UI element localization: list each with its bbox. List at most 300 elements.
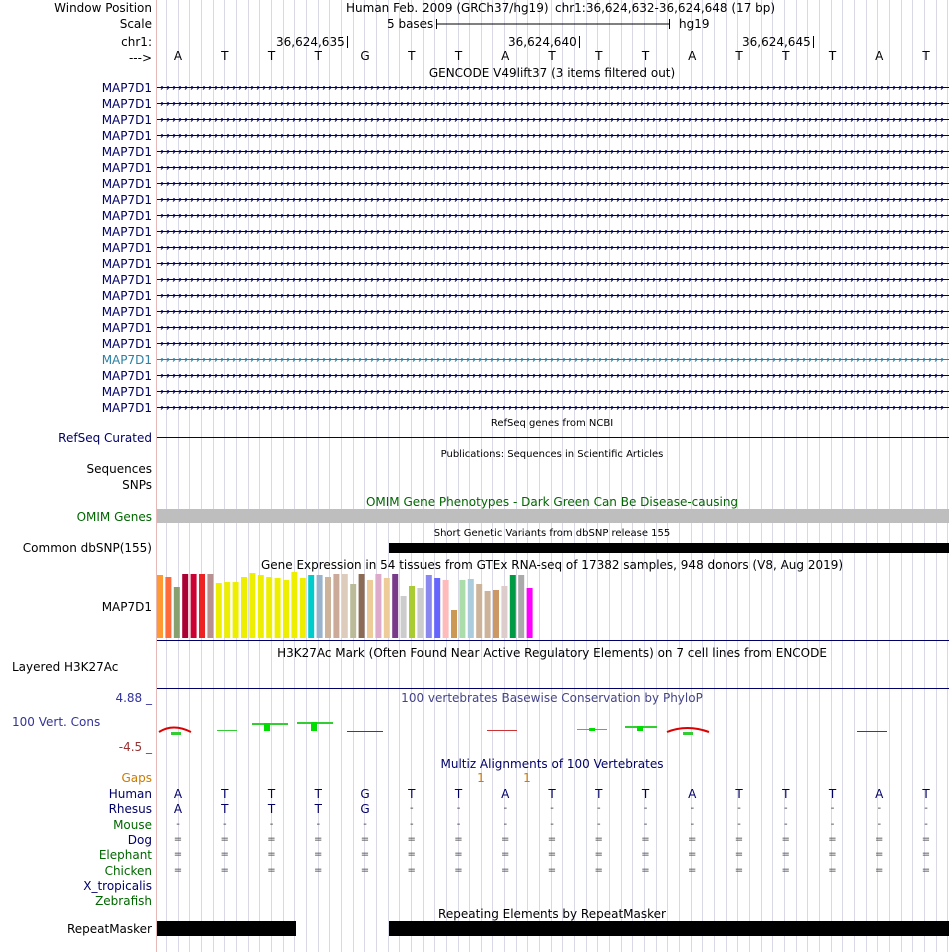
gtex-gene-label[interactable]: MAP7D1 [101,600,152,614]
species-label[interactable]: Zebrafish [95,894,152,909]
grid-line [761,0,762,952]
aligned-base: T [221,802,229,817]
gencode-item-label[interactable]: MAP7D1 [101,225,152,239]
gtex-tissue-bar[interactable] [275,578,281,638]
gtex-tissue-bar[interactable] [417,588,423,638]
gencode-item-label[interactable]: MAP7D1 [101,161,152,175]
aligned-base: = [454,864,463,876]
gencode-item-label[interactable]: MAP7D1 [101,337,152,351]
gtex-tissue-bar[interactable] [443,580,449,638]
aligned-base: = [267,864,276,876]
grid-line [632,0,633,952]
aligned-base: - [550,818,554,830]
aligned-base: T [782,787,790,801]
aligned-base: = [921,864,931,876]
gencode-gene-arrows[interactable] [157,278,949,281]
gencode-item-label[interactable]: MAP7D1 [101,257,152,271]
gtex-separator [157,640,949,641]
grid-line [236,0,237,952]
species-label[interactable]: Human [108,787,152,801]
grid-line [329,0,330,952]
reference-base: G [360,49,370,63]
gtex-tissue-bar[interactable] [468,579,474,638]
aligned-base: A [875,787,884,801]
gtex-tissue-bar[interactable] [241,577,247,638]
gtex-tissue-bar[interactable] [199,574,205,638]
reference-base: T [221,49,229,63]
gtex-tissue-bar[interactable] [283,580,289,638]
species-label[interactable]: Rhesus [108,802,152,817]
grid-line [516,0,517,952]
gencode-gene-arrows[interactable] [157,118,949,121]
strand-arrows [157,118,949,122]
grid-line [586,0,587,952]
gencode-gene-arrows[interactable] [157,230,949,233]
gencode-gene-arrows[interactable] [157,182,949,185]
gtex-tissue-bar[interactable] [409,586,415,638]
aligned-base: - [503,803,508,815]
omim-genes-label[interactable]: OMIM Genes [76,510,152,524]
gencode-item-label[interactable]: MAP7D1 [101,81,152,95]
reference-base: T [828,49,837,63]
reference-base: T [922,49,930,63]
aligned-base: - [176,818,180,830]
gtex-tissue-bar[interactable] [485,591,491,638]
strand-arrows [157,86,949,90]
reference-base: T [314,49,322,63]
aligned-base: = [875,864,884,876]
strand-arrows [157,342,949,346]
aligned-base: = [501,864,510,876]
aligned-base: T [314,802,322,817]
gencode-gene-arrows[interactable] [157,166,949,169]
tick-1: 36,624,635 [276,35,348,49]
repeat-element-1[interactable] [157,921,296,936]
omim-gene-bar[interactable] [157,509,949,523]
gencode-gene-arrows[interactable] [157,134,949,137]
aligned-base: - [596,818,601,830]
tick-3: 36,624,645 [742,35,814,49]
aligned-base: - [690,803,695,815]
grid-line [248,0,249,952]
gencode-gene-arrows[interactable] [157,406,949,409]
gencode-gene-arrows[interactable] [157,342,949,345]
aligned-base: = [875,833,884,845]
aligned-base: = [407,849,416,861]
gtex-tissue-bar[interactable] [527,588,533,638]
strand-arrows [157,278,949,282]
aligned-base: = [314,864,323,876]
grid-line [609,0,610,952]
aligned-base: T [641,787,650,801]
gtex-tissue-bar[interactable] [426,575,432,638]
aligned-base: = [734,864,744,876]
position-text: chr1:36,624,632-36,624,648 (17 bp) [555,1,776,15]
grid-line [283,0,284,952]
aligned-base: G [360,787,370,801]
aligned-base: - [830,818,835,830]
gtex-tissue-bar[interactable] [342,574,348,638]
gtex-tissue-bar[interactable] [459,580,465,638]
gtex-tissue-bar[interactable] [375,574,381,638]
aligned-base: - [737,803,741,815]
grid-line [947,0,948,952]
aligned-base: - [222,818,227,830]
gencode-gene-arrows[interactable] [157,358,949,361]
gencode-item-label[interactable]: MAP7D1 [101,129,152,143]
assembly-text: Human Feb. 2009 (GRCh37/hg19) [346,1,549,15]
gencode-item-label[interactable]: MAP7D1 [101,385,152,399]
reference-base: T [735,49,743,63]
sequences-label[interactable]: Sequences [86,462,152,476]
phylop-signal[interactable] [157,718,949,742]
aligned-base: - [503,818,508,830]
dbsnp-label[interactable]: Common dbSNP(155) [22,541,152,555]
grid-line [166,0,167,952]
grid-line [341,0,342,952]
grid-line [749,0,750,952]
aligned-base: = [594,849,603,861]
phylop-track-title: 100 vertebrates Basewise Conservation by PhyloP [401,691,703,705]
species-label[interactable]: Mouse [113,817,152,832]
gtex-tissue-bar[interactable] [350,584,356,638]
aligned-base: - [316,818,321,830]
aligned-base: = [781,833,790,845]
gencode-item-label[interactable]: MAP7D1 [101,273,152,287]
aligned-base: T [595,787,603,801]
track-labels-panel [0,0,157,952]
gtex-tissue-bar[interactable] [266,577,272,638]
aligned-base: = [828,864,837,876]
strand-arrows [157,166,949,170]
gencode-gene-arrows[interactable] [157,150,949,153]
aligned-base: = [173,849,183,861]
gtex-track-title: Gene Expression in 54 tissues from GTEx RNA-seq of 17382 samples, 948 donors (V8, Aug 2019) [260,558,844,572]
gtex-tissue-bar[interactable] [333,574,339,638]
gtex-tissue-bar[interactable] [434,578,440,638]
aligned-base: = [314,833,323,845]
gtex-tissue-bar[interactable] [191,574,197,638]
aligned-base: = [267,849,276,861]
aligned-base: - [643,818,648,830]
aligned-base: = [360,849,370,861]
grid-line [667,0,668,952]
gtex-tissue-bar[interactable] [174,587,180,638]
gtex-tissue-bar[interactable] [392,574,398,638]
gtex-tissue-bar[interactable] [157,575,163,638]
grid-line [574,0,575,952]
strand-arrows [157,246,949,250]
grid-line [189,0,190,952]
h3k27ac-track-title: H3K27Ac Mark (Often Found Near Active Regulatory Elements) on 7 cell lines from ENCODE [277,646,827,660]
strand-arrows [157,182,949,186]
grid-line [259,0,260,952]
grid-line [702,0,703,952]
grid-line [213,0,214,952]
grid-line [901,0,902,952]
aligned-base: G [360,802,370,817]
strand-arrows [157,310,949,314]
aligned-base: - [363,818,367,830]
gencode-item-label[interactable]: MAP7D1 [101,401,152,415]
gtex-tissue-bar[interactable] [451,610,457,638]
gap-mark-1: 1 [477,771,485,785]
grid-line [306,0,307,952]
gtex-tissue-bar[interactable] [224,582,230,638]
grid-line [539,0,540,952]
aligned-base: = [688,849,697,861]
aligned-base: = [781,849,790,861]
strand-arrows [157,102,949,106]
gencode-gene-arrows[interactable] [157,374,949,377]
grid-line [819,0,820,952]
strand-arrows [157,294,949,298]
aligned-base: = [641,864,650,876]
grid-line [469,0,470,952]
aligned-base: - [877,803,882,815]
h3k27ac-label[interactable]: Layered H3K27Ac [12,660,119,674]
gtex-tissue-bar[interactable] [510,575,516,638]
repeatmasker-label[interactable]: RepeatMasker [66,922,152,936]
strand-arrows [157,262,949,266]
aligned-base: - [409,818,414,830]
tick-2: 36,624,640 [508,35,580,49]
grid-line [353,0,354,952]
aligned-base: = [501,849,510,861]
strand-label: ---> [128,51,152,65]
aligned-base: = [734,849,744,861]
species-label[interactable]: Elephant [98,848,152,863]
gtex-tissue-bar[interactable] [291,572,297,638]
aligned-base: = [594,833,603,845]
aligned-base: T [221,787,229,801]
gtex-tissue-bar[interactable] [493,590,499,638]
gencode-gene-arrows[interactable] [157,262,949,265]
gtex-tissue-bar[interactable] [300,578,306,638]
gtex-tissue-bar[interactable] [501,586,507,638]
gencode-gene-arrows[interactable] [157,310,949,313]
gtex-tissue-bar[interactable] [165,577,171,638]
aligned-base: - [783,818,788,830]
repeat-element-2[interactable] [389,921,949,936]
aligned-base: T [828,787,837,801]
species-label[interactable]: Chicken [104,863,152,878]
aligned-base: T [408,787,416,801]
gtex-tissue-bar[interactable] [401,596,407,638]
aligned-base: = [360,864,370,876]
aligned-base: - [877,818,882,830]
aligned-base: - [550,803,554,815]
aligned-base: A [173,787,183,801]
gtex-tissue-bar[interactable] [233,582,239,638]
grid-line [446,0,447,952]
gencode-item-label[interactable]: MAP7D1 [101,305,152,319]
aligned-base: = [454,849,463,861]
grid-line [866,0,867,952]
gencode-gene-arrows[interactable] [157,294,949,297]
strand-arrows [157,230,949,234]
aligned-base: - [924,818,928,830]
gtex-tissue-bar[interactable] [325,577,331,638]
gtex-tissue-bar[interactable] [367,580,373,638]
aligned-base: T [267,787,276,801]
gencode-item-label[interactable]: MAP7D1 [101,209,152,223]
reference-base: T [595,49,603,63]
aligned-base: = [921,833,931,845]
gencode-item-label[interactable]: MAP7D1 [101,369,152,383]
gencode-item-label[interactable]: MAP7D1 [101,321,152,335]
gtex-tissue-bar[interactable] [258,575,264,638]
aligned-base: A [688,787,697,801]
aligned-base: - [737,818,741,830]
aligned-base: - [409,803,414,815]
grid-line [434,0,435,952]
aligned-base: = [501,833,510,845]
gencode-item-label[interactable]: MAP7D1 [101,353,152,367]
aligned-base: T [454,787,463,801]
gencode-item-label[interactable]: MAP7D1 [101,113,152,127]
reference-base: T [267,49,276,63]
gencode-gene-arrows[interactable] [157,246,949,249]
gtex-tissue-bar[interactable] [207,574,213,638]
dbsnp-track-title: Short Genetic Variants from dbSNP release 155 [433,528,671,539]
snps-label[interactable]: SNPs [122,478,152,492]
aligned-base: - [456,803,461,815]
grid-line [679,0,680,952]
aligned-base: = [688,864,697,876]
grid-line [492,0,493,952]
gencode-gene-arrows[interactable] [157,326,949,329]
aligned-base: = [454,833,463,845]
gencode-item-label[interactable]: MAP7D1 [101,177,152,191]
species-label[interactable]: Dog [127,832,152,847]
reference-base: T [548,49,556,63]
aligned-base: - [690,818,695,830]
publications-track-title: Publications: Sequences in Scientific Articles [440,449,664,460]
strand-arrows [157,326,949,330]
gencode-item-label[interactable]: MAP7D1 [101,193,152,207]
phylop-max-label: 4.88 _ [115,691,152,705]
reference-base: T [641,49,650,63]
gencode-item-label[interactable]: MAP7D1 [101,289,152,303]
aligned-base: = [407,864,416,876]
aligned-base: = [734,833,744,845]
strand-arrows [157,214,949,218]
dbsnp-variant-bar[interactable] [389,543,949,553]
grid-line [527,0,528,952]
strand-arrows [157,390,949,394]
species-label[interactable]: X_tropicalis [83,878,152,893]
reference-base: T [454,49,463,63]
gtex-tissue-bar[interactable] [216,583,222,638]
grid-line [388,0,389,952]
h3k27ac-baseline [157,688,949,689]
aligned-base: - [830,803,835,815]
multiz-track-title: Multiz Alignments of 100 Vertebrates [440,757,664,771]
aligned-base: = [220,864,229,876]
aligned-base: = [688,833,697,845]
gencode-gene-arrows[interactable] [157,198,949,201]
gtex-tissue-bar[interactable] [518,575,524,638]
gencode-item-label[interactable]: MAP7D1 [101,145,152,159]
aligned-base: = [781,864,790,876]
grid-line [714,0,715,952]
grid-line [423,0,424,952]
phylop-min-label: -4.5 _ [118,740,152,754]
aligned-base: = [828,833,837,845]
grid-line [772,0,773,952]
aligned-base: = [407,833,416,845]
aligned-base: - [269,818,274,830]
gaps-label: Gaps [121,771,152,785]
gencode-item-label[interactable]: MAP7D1 [101,97,152,111]
gencode-gene-arrows[interactable] [157,102,949,105]
gtex-tissue-bar[interactable] [182,574,188,638]
omim-track-title: OMIM Gene Phenotypes - Dark Green Can Be Disease-causing [365,495,739,509]
aligned-base: = [267,833,276,845]
aligned-base: = [921,849,931,861]
reference-base: A [501,49,510,63]
refseq-gene-line[interactable] [157,437,949,438]
reference-base: T [782,49,790,63]
scale-bar [436,17,672,31]
aligned-base: = [641,849,650,861]
grid-line [854,0,855,952]
grid-line [796,0,797,952]
strand-arrows [157,150,949,154]
strand-arrows [157,406,949,410]
aligned-base: A [173,802,183,817]
aligned-base: T [735,787,743,801]
reference-base: A [688,49,697,63]
aligned-base: - [456,818,461,830]
aligned-base: = [547,864,557,876]
grid-line [562,0,563,952]
gencode-gene-arrows[interactable] [157,214,949,217]
strand-arrows [157,198,949,202]
gtex-bar-chart[interactable] [157,572,557,640]
reference-base: T [408,49,416,63]
gtex-tissue-bar[interactable] [476,584,482,638]
aligned-base: = [828,849,837,861]
reference-base: A [875,49,884,63]
scale-label: Scale [119,17,152,31]
repeatmasker-track-title: Repeating Elements by RepeatMasker [438,907,666,921]
db-text: hg19 [679,17,710,31]
aligned-base: - [643,803,648,815]
grid-line [294,0,295,952]
gtex-tissue-bar[interactable] [384,578,390,638]
strand-arrows [157,358,949,362]
gtex-tissue-bar[interactable] [249,573,255,638]
gtex-tissue-bar[interactable] [317,575,323,638]
aligned-base: T [267,802,276,817]
grid-line [481,0,482,952]
phylop-track-label[interactable]: 100 Vert. Cons [12,715,101,729]
aligned-base: = [314,849,323,861]
aligned-base: T [314,787,322,801]
reference-base: A [173,49,183,63]
refseq-curated-label[interactable]: RefSeq Curated [58,431,152,445]
gencode-item-label[interactable]: MAP7D1 [101,241,152,255]
grid-line [201,0,202,952]
gencode-gene-arrows[interactable] [157,390,949,393]
aligned-base: = [641,833,650,845]
gtex-tissue-bar[interactable] [308,575,314,638]
gtex-tissue-bar[interactable] [359,574,365,638]
grid-line [807,0,808,952]
gencode-gene-arrows[interactable] [157,86,949,89]
